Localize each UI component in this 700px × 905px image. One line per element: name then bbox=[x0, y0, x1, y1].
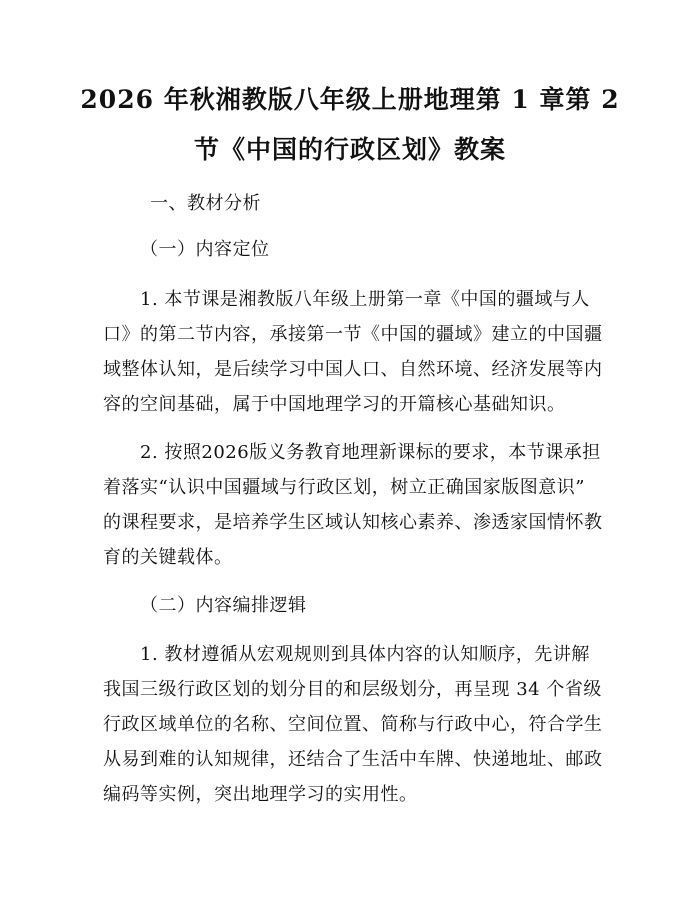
paragraph-line: 域整体认知，是后续学习中国人口、自然环境、经济发展等内 bbox=[103, 359, 603, 380]
paragraph-line: 1. 本节课是湘教版八年级上册第一章《中国的疆域与人 bbox=[140, 289, 590, 310]
paragraph-line: 我国三级行政区划的划分目的和层级划分，再呈现 34 个省级 bbox=[103, 679, 602, 700]
paragraph-line: 育的关键载体。 bbox=[103, 547, 233, 568]
subsection-heading-content-positioning: （一）内容定位 bbox=[140, 239, 270, 260]
paragraph-line: 容的空间基础，属于中国地理学习的开篇核心基础知识。 bbox=[103, 394, 566, 415]
section-heading-textbook-analysis: 一、教材分析 bbox=[150, 193, 261, 214]
paragraph-line: 编码等实例，突出地理学习的实用性。 bbox=[103, 784, 418, 805]
paragraph-line: 着落实“认识中国疆域与行政区划，树立正确国家版图意识” bbox=[103, 477, 585, 498]
paragraph-line: 1. 教材遵循从宏观规则到具体内容的认知顺序，先讲解 bbox=[140, 644, 590, 665]
paragraph-line: 行政区域单位的名称、空间位置、简称与行政中心，符合学生 bbox=[103, 714, 603, 735]
subsection-heading-content-arrangement: （二）内容编排逻辑 bbox=[140, 595, 307, 616]
paragraph-line: 从易到难的认知规律，还结合了生活中车牌、快递地址、邮政 bbox=[103, 749, 603, 770]
paragraph-line: 口》的第二节内容，承接第一节《中国的疆域》建立的中国疆 bbox=[103, 324, 603, 345]
paragraph-line: 2. 按照2026版义务教育地理新课标的要求，本节课承担 bbox=[140, 442, 601, 463]
document-title-line-1: 2026 年秋湘教版八年级上册地理第 1 章第 2 bbox=[80, 85, 620, 114]
document-title-line-2: 节《中国的行政区划》教案 bbox=[193, 135, 506, 164]
paragraph-line: 的课程要求，是培养学生区域认知核心素养、渗透家国情怀教 bbox=[103, 512, 603, 533]
